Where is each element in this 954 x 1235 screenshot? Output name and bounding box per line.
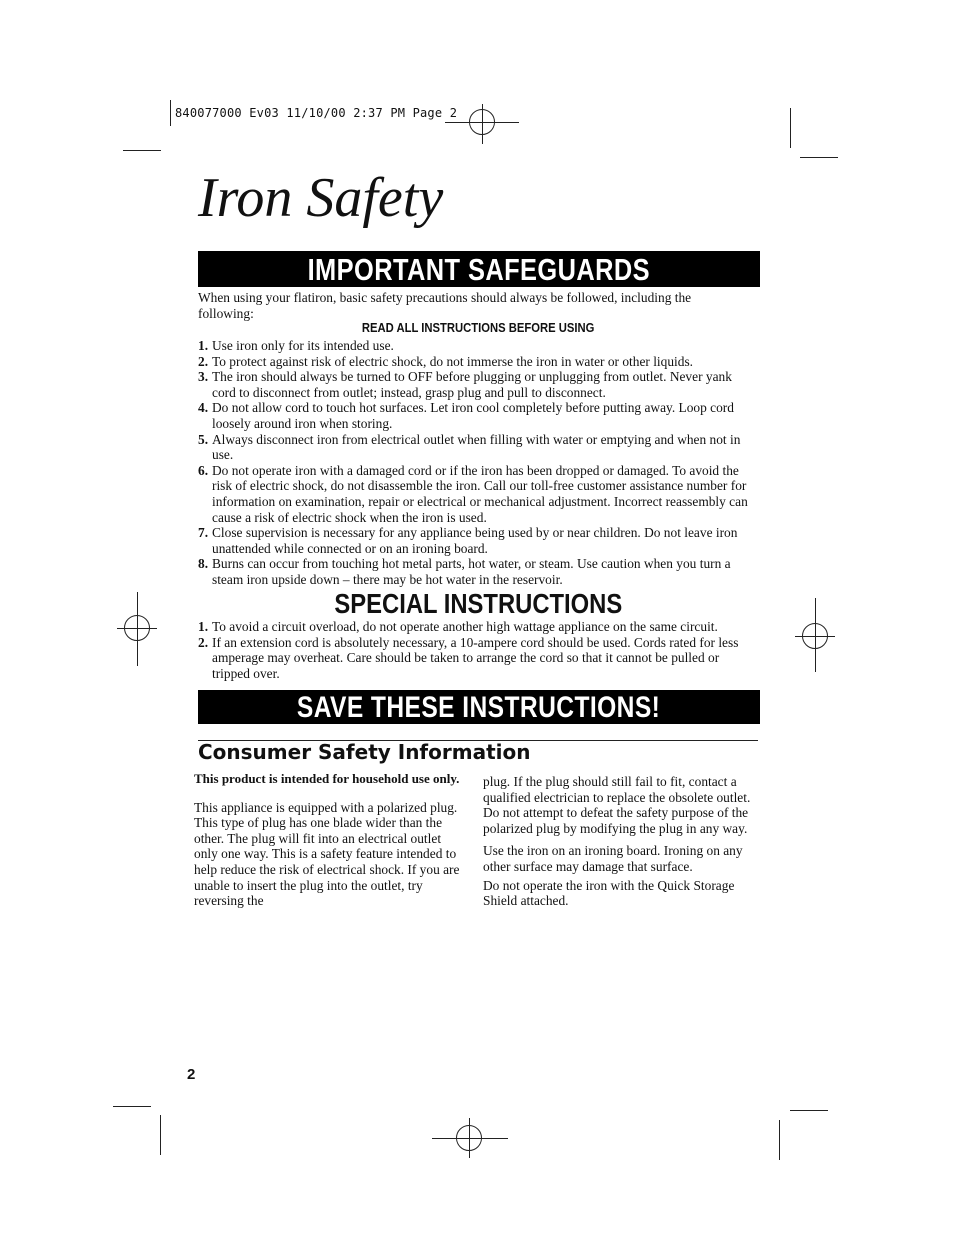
list-item [198, 525, 758, 556]
item-text: To protect against risk of electric shock, do not immerse the iron in water or other liquids. [212, 353, 693, 369]
consumer-safety-heading: Consumer Safety Information [198, 740, 531, 764]
page-title: Iron Safety [198, 167, 444, 229]
crop-mark [790, 108, 791, 148]
banner-text: IMPORTANT SAFEGUARDS [307, 252, 651, 287]
special-instructions-list [198, 619, 758, 681]
crop-mark [800, 157, 838, 158]
list-item [198, 463, 758, 525]
item-number: 1. [198, 619, 209, 634]
item-text: Burns can occur from touching hot metal parts, hot water, or steam. Use caution when you turn a steam iron upside down – there may be hot water in the reservoir. [212, 556, 731, 587]
banner-text: SAVE THESE INSTRUCTIONS! [297, 691, 661, 724]
item-text: The iron should always be turned to OFF before plugging or unplugging from outlet. Never yank cord to disconnect from outlet; instead, grasp plug and pull to disconnect. [212, 369, 732, 400]
item-number: 5. [198, 431, 209, 447]
item-number: 2. [198, 634, 209, 650]
polarized-plug-text: This appliance is equipped with a polarized plug. This type of plug has one blade wider than the other. The plug will fit into an electrical outlet only one way. This is a safety feature intended to help reduce the risk of electrical shock. If you are unable to insert the plug into the outlet, try reversing the [194, 799, 460, 909]
household-use-note: This product is intended for household use only. [194, 771, 460, 786]
crop-mark [113, 1106, 151, 1107]
item-number: 7. [198, 525, 209, 541]
list-item [198, 338, 758, 354]
intro-text: When using your flatiron, basic safety precautions should always be followed, including the following: [198, 290, 692, 321]
special-instructions-heading: SPECIAL INSTRUCTIONS [334, 588, 622, 619]
storage-shield-text: Do not operate the iron with the Quick Storage Shield attached. [483, 877, 735, 909]
crop-mark [779, 1120, 780, 1160]
polarized-plug-text-continued: plug. If the plug should still fail to fit, contact a qualified electrician to replace the obsolete outlet. Do not attempt to defeat the safety purpose of the polarized plug by modifying the plug in any way. [483, 774, 751, 836]
save-instructions-banner [198, 690, 760, 724]
item-text: Always disconnect iron from electrical outlet when filling with water or emptying and when not in use. [212, 431, 741, 463]
list-item [198, 619, 758, 635]
item-text: Close supervision is necessary for any appliance being used by or near children. Do not leave iron unattended while connected or on an ironing board. [212, 525, 738, 556]
item-text: Do not allow cord to touch hot surfaces. Let iron cool completely before putting away. Loop cord loosely around iron when storing. [212, 400, 734, 431]
item-text: Do not operate iron with a damaged cord or if the iron has been dropped or damaged. To avoid the risk of electric shock, do not disassemble the iron. Call our toll-free customer assistance number for information on examination, repair or electrical or mechanical adjustment. Incorrect reassembly can cause a risk of electric shock when the iron is used. [212, 462, 748, 525]
ironing-board-text: Use the iron on an ironing board. Ironing on any other surface may damage that surface. [483, 843, 743, 874]
consumer-column-left [194, 771, 466, 909]
page-number: 2 [187, 1066, 196, 1083]
item-number: 8. [198, 556, 209, 572]
item-number: 4. [198, 400, 209, 416]
list-item [198, 635, 758, 682]
list-item [198, 432, 758, 463]
read-all-heading: READ ALL INSTRUCTIONS BEFORE USING [361, 321, 595, 335]
crop-mark [170, 100, 171, 126]
safeguards-list [198, 338, 758, 588]
list-item [198, 369, 758, 400]
item-text: To avoid a circuit overload, do not operate another high wattage appliance on the same circuit. [212, 619, 718, 634]
item-text: Use iron only for its intended use. [212, 338, 394, 353]
list-item [198, 556, 758, 587]
crop-mark [160, 1115, 161, 1155]
item-number: 2. [198, 353, 209, 369]
important-safeguards-banner [198, 251, 760, 287]
crop-mark [790, 1110, 828, 1111]
item-text: If an extension cord is absolutely necessary, a 10-ampere cord should be used. Cords rated for less amperage may overheat. Care should be taken to arrange the cord so that it cannot be pulled or tripped over. [212, 634, 739, 681]
list-item [198, 354, 758, 370]
print-slug: 840077000 Ev03 11/10/00 2:37 PM Page 2 [175, 106, 458, 120]
list-item [198, 400, 758, 431]
item-number: 1. [198, 338, 209, 353]
item-number: 3. [198, 369, 209, 385]
crop-mark [123, 150, 161, 151]
item-number: 6. [198, 462, 209, 478]
consumer-column-right [483, 774, 758, 909]
